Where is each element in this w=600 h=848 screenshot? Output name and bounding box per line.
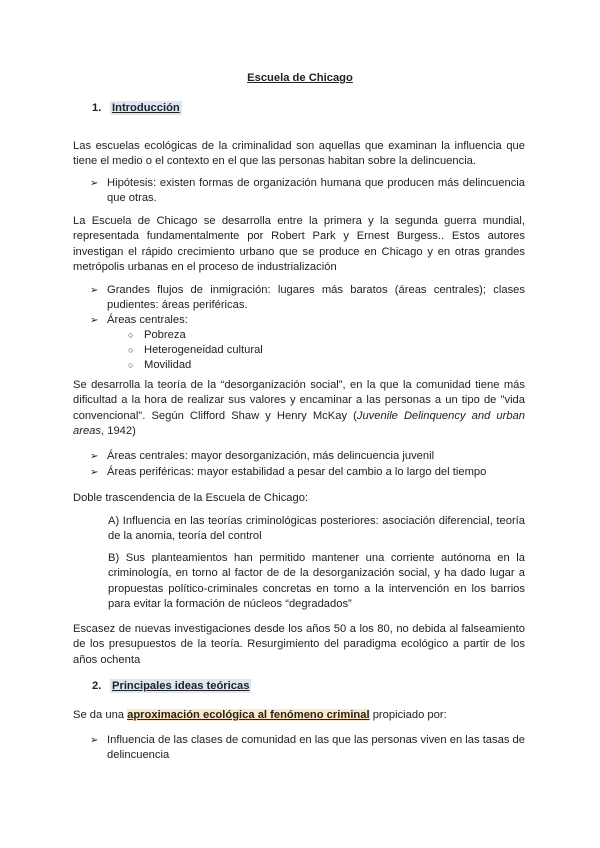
section-heading-principales-ideas [92, 680, 251, 692]
bullet-perifericas [90, 465, 525, 480]
section-number: 2. [92, 680, 102, 692]
bullet-text: Grandes flujos de inmigración: lugares más baratos (áreas centrales); clases pudientes: áreas periféricas. [107, 284, 525, 312]
circle-bullet-icon: ○ [128, 360, 134, 370]
section-label: Principales ideas teóricas [112, 680, 250, 692]
paragraph-text-end: , 1942) [101, 425, 136, 438]
bullet-text: Áreas periféricas: mayor estabilidad a pesar del cambio a lo largo del tiempo [107, 466, 487, 478]
bullet-text: Influencia de las clases de comunidad en las que las personas viven en las tasas de delincuencia [107, 734, 525, 762]
paragraph-text: Se da una [73, 709, 128, 721]
book-title: Juvenile Delinquency and urban areas [73, 409, 525, 438]
arrow-bullet-icon: ➢ [90, 735, 99, 746]
bullet-text: Hipótesis: existen formas de organización humana que producen más delincuencia que otras. [107, 177, 525, 205]
sub-item-text: Movilidad [144, 359, 192, 371]
bullet-text: Áreas centrales: [107, 314, 188, 326]
circle-bullet-icon: ○ [128, 330, 134, 340]
paragraph-intro: Las escuelas ecológicas de la criminalidad son aquellas que examinan la influencia que tiene el medio o el contexto en el que las personas habitan sobre la delincuencia. [73, 140, 525, 168]
paragraph-desorganizacion [73, 378, 525, 440]
arrow-bullet-icon: ➢ [90, 467, 99, 478]
paragraph-text: Se desarrolla la teoría de la “desorganización social”, en la que la comunidad tiene más dificultad a la hora de realizar sus valores y encaminar a las personas a un tipo de "vida convencional". Según Clifford Shaw y Henry McKay ( [73, 379, 525, 422]
item-b: B) Sus planteamientos han permitido mantener una corriente autónoma en la criminología, en torno al factor de de la desorganización social, y ha dado lugar a propuestas político-criminales concretas en torno a la intervención en los barrios para evitar la formación de núcleos “degradados” [108, 552, 525, 611]
highlighted-phrase: aproximación ecológica al fenómeno criminal [127, 709, 370, 721]
sub-item-pobreza [128, 328, 186, 343]
sub-item-text: Pobreza [144, 329, 186, 341]
paragraph-doble-trascendencia: Doble trascendencia de la Escuela de Chicago: [73, 492, 309, 504]
arrow-bullet-icon: ➢ [90, 285, 99, 296]
bullet-flujos [90, 283, 525, 314]
bullet-text: Áreas centrales: mayor desorganización, más delincuencia juvenil [107, 450, 435, 462]
bullet-influencia [90, 733, 525, 764]
circle-bullet-icon: ○ [128, 345, 134, 355]
arrow-bullet-icon: ➢ [90, 178, 99, 189]
arrow-bullet-icon: ➢ [90, 315, 99, 326]
arrow-bullet-icon: ➢ [90, 451, 99, 462]
paragraph-text-end: propiciado por: [369, 709, 447, 721]
paragraph-aproximacion [73, 708, 525, 723]
item-a: A) Influencia en las teorías criminológicas posteriores: asociación diferencial, teoría de la anomia, teoría del control [108, 515, 525, 543]
paragraph-escasez: Escasez de nuevas investigaciones desde los años 50 a los 80, no debida al falseamiento de los presupuestos de la teoría. Resurgimiento del paradigma ecológico a partir de los años ochenta [73, 623, 525, 666]
section-label: Introducción [112, 102, 180, 114]
paragraph-chicago: La Escuela de Chicago se desarrolla entre la primera y la segunda guerra mundial, representada fundamentalmente por Robert Park y Ernest Burgess.. Estos autores investigan el rápido crecimiento urbano que se produce en Chicago y en otras grandes metrópolis urbanas en el proceso de industrialización [73, 215, 525, 274]
bullet-centrales-desorganizacion [90, 449, 525, 464]
section-heading-introduccion [92, 102, 182, 114]
sub-item-heterogeneidad [128, 343, 263, 358]
sub-item-movilidad [128, 358, 191, 373]
sub-item-text: Heterogeneidad cultural [144, 344, 263, 356]
bullet-areas-centrales [90, 313, 525, 328]
section-number: 1. [92, 102, 102, 114]
bullet-hipotesis [90, 176, 525, 207]
document-title: Escuela de Chicago [247, 72, 353, 84]
